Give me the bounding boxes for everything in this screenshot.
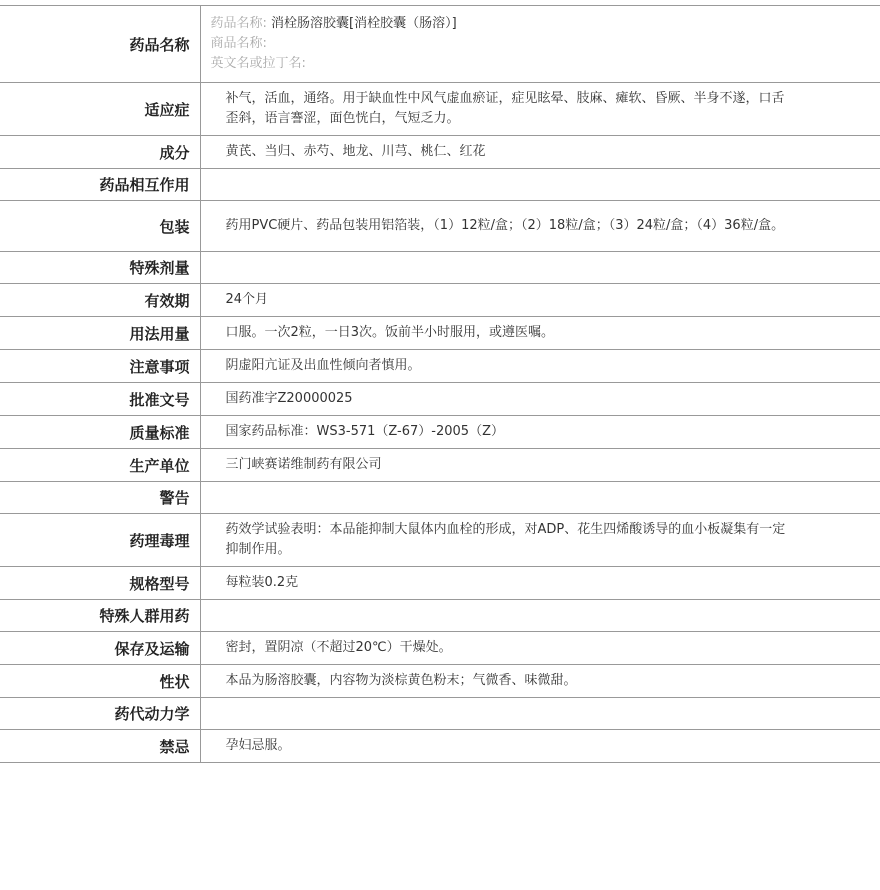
table-row-drug-name: [0, 6, 880, 83]
row-value: 补气，活血，通络。用于缺血性中风气虚血瘀证，症见眩晕、肢麻、瘫软、昏厥、半身不遂，口舌歪斜，语言謇涩，面色恍白，气短乏力。: [200, 83, 880, 136]
row-label: 有效期: [0, 284, 200, 317]
row-value: [200, 169, 880, 201]
row-label: 注意事项: [0, 350, 200, 383]
row-label: 特殊人群用药: [0, 600, 200, 632]
row-value: [200, 252, 880, 284]
trade-name-line: [211, 34, 791, 54]
row-value: 药效学试验表明：本品能抑制大鼠体内血栓的形成，对ADP、花生四烯酸诱导的血小板凝集有一定抑制作用。: [200, 514, 880, 567]
table-row-storage: [0, 632, 880, 665]
drug-name-value: 消栓肠溶胶囊[消栓胶囊（肠溶）]: [271, 16, 457, 31]
table-row-ingredients: [0, 136, 880, 169]
table-row-warning: [0, 482, 880, 514]
row-label: 药理毒理: [0, 514, 200, 567]
table-row-contraindications: [0, 730, 880, 763]
drug-name-line: [211, 14, 791, 34]
drug-name-key: 药品名称:: [210, 16, 267, 31]
table-row-special-dosage: [0, 252, 880, 284]
row-value: 每粒装0.2克: [200, 567, 880, 600]
row-label: 药代动力学: [0, 698, 200, 730]
row-label: 警告: [0, 482, 200, 514]
row-label: 批准文号: [0, 383, 200, 416]
row-label: 生产单位: [0, 449, 200, 482]
row-value: 阴虚阳亢证及出血性倾向者慎用。: [200, 350, 880, 383]
row-label: 用法用量: [0, 317, 200, 350]
row-value: 药用PVC硬片、药品包装用铝箔装，（1）12粒/盒；（2）18粒/盒；（3）24粒/盒；（4）36粒/盒。: [200, 201, 880, 252]
row-value: [200, 482, 880, 514]
row-label: 药品名称: [0, 6, 200, 83]
table-row-indications: [0, 83, 880, 136]
english-name-key: 英文名或拉丁名:: [210, 56, 306, 71]
row-label: 药品相互作用: [0, 169, 200, 201]
row-label: 特殊剂量: [0, 252, 200, 284]
trade-name-key: 商品名称:: [210, 36, 267, 51]
table-row-pharmacokinetics: [0, 698, 880, 730]
row-value: 本品为肠溶胶囊，内容物为淡棕黄色粉末；气微香、味微甜。: [200, 665, 880, 698]
row-value: 三门峡赛诺维制药有限公司: [200, 449, 880, 482]
row-label: 质量标准: [0, 416, 200, 449]
row-label: 性状: [0, 665, 200, 698]
table-row-dosage: [0, 317, 880, 350]
table-row-pharmacology: [0, 514, 880, 567]
row-label: 禁忌: [0, 730, 200, 763]
row-value: 口服。一次2粒，一日3次。饭前半小时服用，或遵医嘱。: [200, 317, 880, 350]
name-details: [200, 6, 880, 83]
table-row-specification: [0, 567, 880, 600]
row-label: 保存及运输: [0, 632, 200, 665]
table-row-description: [0, 665, 880, 698]
row-value: 黄芪、当归、赤芍、地龙、川芎、桃仁、红花: [200, 136, 880, 169]
table-row-quality-standard: [0, 416, 880, 449]
table-row-precautions: [0, 350, 880, 383]
drug-info-table: [0, 5, 880, 763]
row-value: 孕妇忌服。: [200, 730, 880, 763]
row-label: 包装: [0, 201, 200, 252]
table-row-special-populations: [0, 600, 880, 632]
row-value: 密封，置阴凉（不超过20℃）干燥处。: [200, 632, 880, 665]
row-value: 24个月: [200, 284, 880, 317]
table-row-packaging: [0, 201, 880, 252]
row-label: 规格型号: [0, 567, 200, 600]
row-value: [200, 600, 880, 632]
row-label: 成分: [0, 136, 200, 169]
table-row-shelf-life: [0, 284, 880, 317]
row-value: [200, 698, 880, 730]
table-row-manufacturer: [0, 449, 880, 482]
table-row-approval-number: [0, 383, 880, 416]
table-row-interactions: [0, 169, 880, 201]
row-value: 国家药品标准：WS3-571（Z-67）-2005（Z）: [200, 416, 880, 449]
row-value: 国药准字Z20000025: [200, 383, 880, 416]
row-label: 适应症: [0, 83, 200, 136]
english-name-line: [211, 54, 791, 74]
